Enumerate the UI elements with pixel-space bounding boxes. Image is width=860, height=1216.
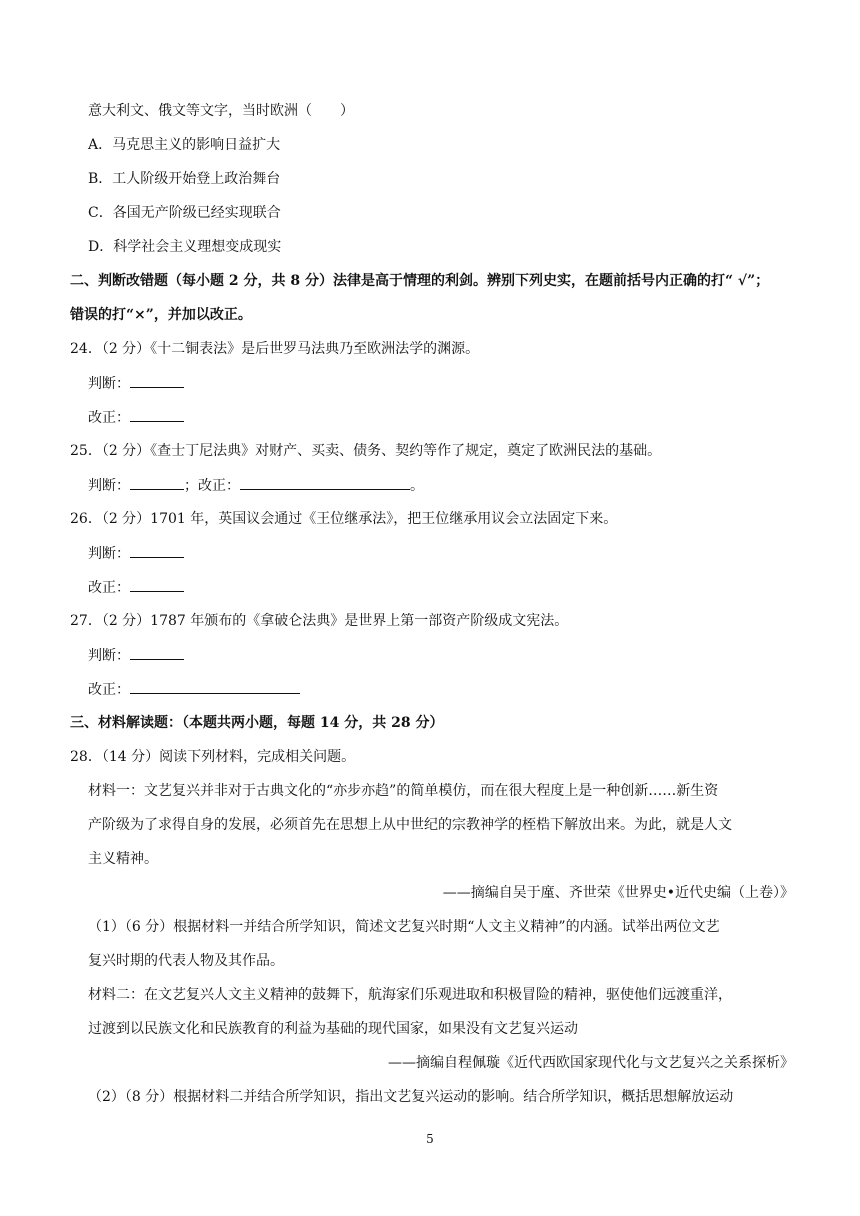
q28-material1-line1: 材料一：文艺复兴并非对于古典文化的“亦步亦趋”的简单模仿，而在很大程度上是一种创新……新生资: [88, 783, 719, 799]
q26-correct-label: 改正：: [88, 580, 130, 596]
q28-material2-line2: 过渡到以民族文化和民族教育的利益为基础的现代国家，如果没有文艺复兴运动: [88, 1021, 578, 1037]
q27-correct-row: [88, 679, 300, 700]
q25-answer-row: [88, 475, 424, 496]
q23-option-d: D．科学社会主义理想变成现实: [88, 239, 282, 255]
q27-judge-row: [88, 645, 184, 666]
q24-judge-blank[interactable]: [130, 373, 184, 388]
q27-correct-label: 改正：: [88, 682, 130, 698]
q28-sub2-line1: （2）（8 分）根据材料二并结合所学知识，指出文艺复兴运动的影响。结合所学知识，概括思想解放运动: [88, 1089, 734, 1105]
q26-judge-row: [88, 543, 184, 564]
q23-option-a: A．马克思主义的影响日益扩大: [88, 137, 281, 153]
q24-judge-row: [88, 373, 184, 394]
q24-correct-blank[interactable]: [130, 407, 184, 422]
q27-judge-label: 判断：: [88, 648, 130, 664]
q27-judge-blank[interactable]: [130, 645, 184, 660]
q25-correct-blank[interactable]: [240, 475, 410, 490]
section2-heading-line2: 错误的打“×”，并加以改正。: [70, 307, 252, 323]
q28-material2-line1: 材料二：在文艺复兴人文主义精神的鼓舞下，航海家们乐观进取和积极冒险的精神，驱使他们远渡重洋，: [88, 987, 732, 1003]
q28-source1: ——摘编自吴于廑、齐世荣《世界史•近代史编（上卷）》: [442, 885, 794, 901]
q28-text: 28．（14 分）阅读下列材料，完成相关问题。: [70, 749, 356, 765]
q26-text: 26．（2 分）1701 年，英国议会通过《王位继承法》，把王位继承用议会立法固定下来。: [70, 511, 618, 527]
q24-correct-row: [88, 407, 184, 428]
q24-judge-label: 判断：: [88, 376, 130, 392]
q28-source2: ——摘编自程佩璇《近代西欧国家现代化与文艺复兴之关系探析》: [388, 1055, 794, 1071]
q28-material1-line3: 主义精神。: [88, 851, 158, 867]
q24-correct-label: 改正：: [88, 410, 130, 426]
q26-correct-blank[interactable]: [130, 577, 184, 592]
q25-judge-label: 判断：: [88, 478, 130, 494]
page-number: 5: [426, 1132, 434, 1146]
q25-text: 25．（2 分）《查士丁尼法典》对财产、买卖、债务、契约等作了规定，奠定了欧洲民法的基础。: [70, 443, 662, 459]
q23-option-b: B．工人阶级开始登上政治舞台: [88, 171, 281, 187]
q25-correct-label: ；改正：: [184, 478, 240, 494]
q23-stem-tail: 意大利文、俄文等文字，当时欧洲（ ）: [88, 103, 354, 119]
q28-sub1-line1: （1）（6 分）根据材料一并结合所学知识，简述文艺复兴时期“人文主义精神”的内涵。试举出两位文艺: [88, 919, 720, 935]
q26-judge-label: 判断：: [88, 546, 130, 562]
q27-text: 27．（2 分）1787 年颁布的《拿破仑法典》是世界上第一部资产阶级成文宪法。: [70, 613, 569, 629]
q28-material1-line2: 产阶级为了求得自身的发展，必须首先在思想上从中世纪的宗教神学的桎梏下解放出来。为此，就是人文: [88, 817, 732, 833]
q23-option-c: C．各国无产阶级已经实现联合: [88, 205, 281, 221]
q25-judge-blank[interactable]: [130, 475, 184, 490]
q24-text: 24．（2 分）《十二铜表法》是后世罗马法典乃至欧洲法学的渊源。: [70, 341, 480, 357]
q26-correct-row: [88, 577, 184, 598]
q28-sub1-line2: 复兴时期的代表人物及其作品。: [88, 953, 284, 969]
section3-heading: 三、材料解读题：（本题共两小题，每题 14 分，共 28 分）: [70, 715, 444, 731]
q27-correct-blank[interactable]: [130, 679, 300, 694]
q26-judge-blank[interactable]: [130, 543, 184, 558]
q25-end-mark: 。: [410, 478, 424, 494]
section2-heading-line1: 二、判断改错题（每小题 2 分，共 8 分）法律是高于情理的利剑。辨别下列史实，在题前括号内正确的打“ √”；: [70, 273, 770, 289]
